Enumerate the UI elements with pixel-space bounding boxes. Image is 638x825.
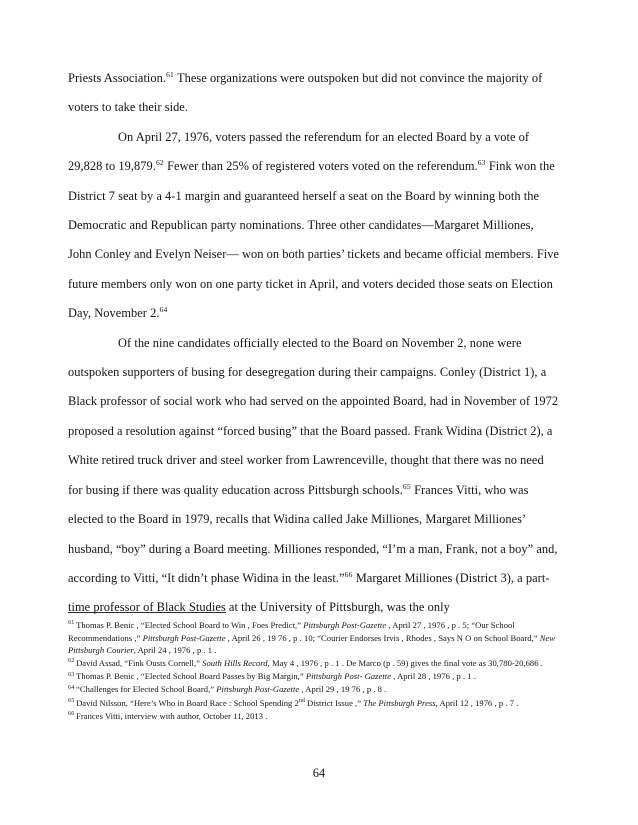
footnote-entry: $^{62}$ David Assad, “Fink Ousts Cornell,” South Hills Record, May 4 , 1976 , p . 1 . De Marco (p . 59) gives the final vote as 30,780-20,686 . xyxy=(68,657,543,669)
ordinal-suffix: nd xyxy=(298,697,305,704)
footnote-number: 65 xyxy=(68,696,75,704)
footnote-reference-marker: 65 xyxy=(402,481,411,491)
footnote-separator-rule xyxy=(68,612,226,613)
footnote-reference-marker: 63 xyxy=(477,158,486,168)
footnote-entry: $^{61}$ Thomas P. Benic , “Elected School Board to Win , Foes Predict,” Pittsburgh Post-Gazette , April 27 , 1976 , p . 5; “Our School Recommendations ,” Pittsburgh Post-Gazette , April 26 , 19 76 , p . 10; “Courier Endorses Irvis , Rhodes , Says N O on School Board,” New Pittsburgh Courier, April 24 , 1976 , p . 1 . xyxy=(68,619,556,656)
footnote-list xyxy=(68,619,560,722)
footnote-number: 66 xyxy=(68,709,75,717)
publication-title: Pittsburgh Post-Gazette xyxy=(142,632,226,643)
publication-title: New Pittsburgh Courier xyxy=(68,632,556,656)
footnote-entry: $^{63}$ Thomas P. Benic , “Elected School Board Passes by Big Margin,” Pittsburgh Post- Gazette , April 28 , 1976 , p . 1 . xyxy=(68,670,476,682)
footnote-entry: $^{64}$ “Challenges for Elected School Board,” Pittsburgh Post-Gazette , April 29 , 19 76 , p . 8 . xyxy=(68,683,387,695)
footnote-reference-marker: 64 xyxy=(159,305,168,315)
publication-title: Pittsburgh Post-Gazette xyxy=(303,620,387,630)
publication-title: South Hills Record xyxy=(202,658,268,669)
footnote-entry: $^{65}$ David Nilsson, “Here’s Who in Board Race : School Spending 2nd District Issue ,” The Pittsburgh Press, April 12 , 1976 , p . 7 . xyxy=(68,696,519,708)
page-number: 64 xyxy=(312,766,326,780)
page-body-text xyxy=(68,64,560,623)
publication-title: Pittsburgh Post- Gazette xyxy=(305,671,392,682)
body-paragraph: On April 27, 1976, voters passed the referendum for an elected Board by a vote of 29,828 to 19,879.62 Fewer than 25% of registered voters voted on the referendum.$^{63}$ Fink won the District 7 seat by a 4-1 margin and guaranteed herself a seat on the Board by winning both the Democratic and Republican party nominations. Three other candidates—Margaret Milliones, John Conley and Evelyn Neiser— won on both parties’ tickets and became official members. Five future members only won on one party ticket in April, and voters decided those seats on Election Day, November 2.64 xyxy=(68,129,560,321)
body-paragraph: Of the nine candidates officially elected to the Board on November 2, none were outspoken supporters of busing for desegregation during their campaigns. Conley (District 1), a Black professor of social work who had served on the appointed Board, had in November of 1972 proposed a resolution against “forced busing” that the Board passed. Frank Widina (District 2), a White retired truck driver and steel worker from Lawrenceville, thought that there was no need for busing if there was quality education across Pittsburgh schools.$^{65}$ Frances Vitti, who was elected to the Board in 1979, recalls that Widina called Jake Milliones, Margaret Milliones’ husband, “boy” during a Board meeting. Milliones responded, “I’m a man, Frank, not a boy” and, according to Vitti, “It didn’t phase Widina in the least.”$^{66}$ Margaret Milliones (District 3), a part-time professor of Black Studies at the University of Pittsburgh, was the only xyxy=(68,335,559,615)
body-paragraph: Priests Association.$^{61}$ These organizations were outspoken but did not convince the majority of voters to take their side. xyxy=(68,69,543,115)
footnote-reference-marker: 62 xyxy=(155,158,164,168)
footnote-number: 61 xyxy=(68,619,75,627)
footnote-number: 63 xyxy=(68,670,75,678)
footnote-reference-marker: 66 xyxy=(344,569,353,579)
footnote-entry: $^{66}$ Frances Vitti, interview with author, October 11, 2013 . xyxy=(68,709,268,721)
publication-title: The Pittsburgh Press xyxy=(363,697,436,708)
publication-title: Pittsburgh Post-Gazette xyxy=(216,684,300,695)
footnote-area xyxy=(68,612,560,723)
footnote-number: 64 xyxy=(68,683,75,691)
footnote-number: 62 xyxy=(68,657,75,665)
footnote-reference-marker: 61 xyxy=(166,69,175,79)
